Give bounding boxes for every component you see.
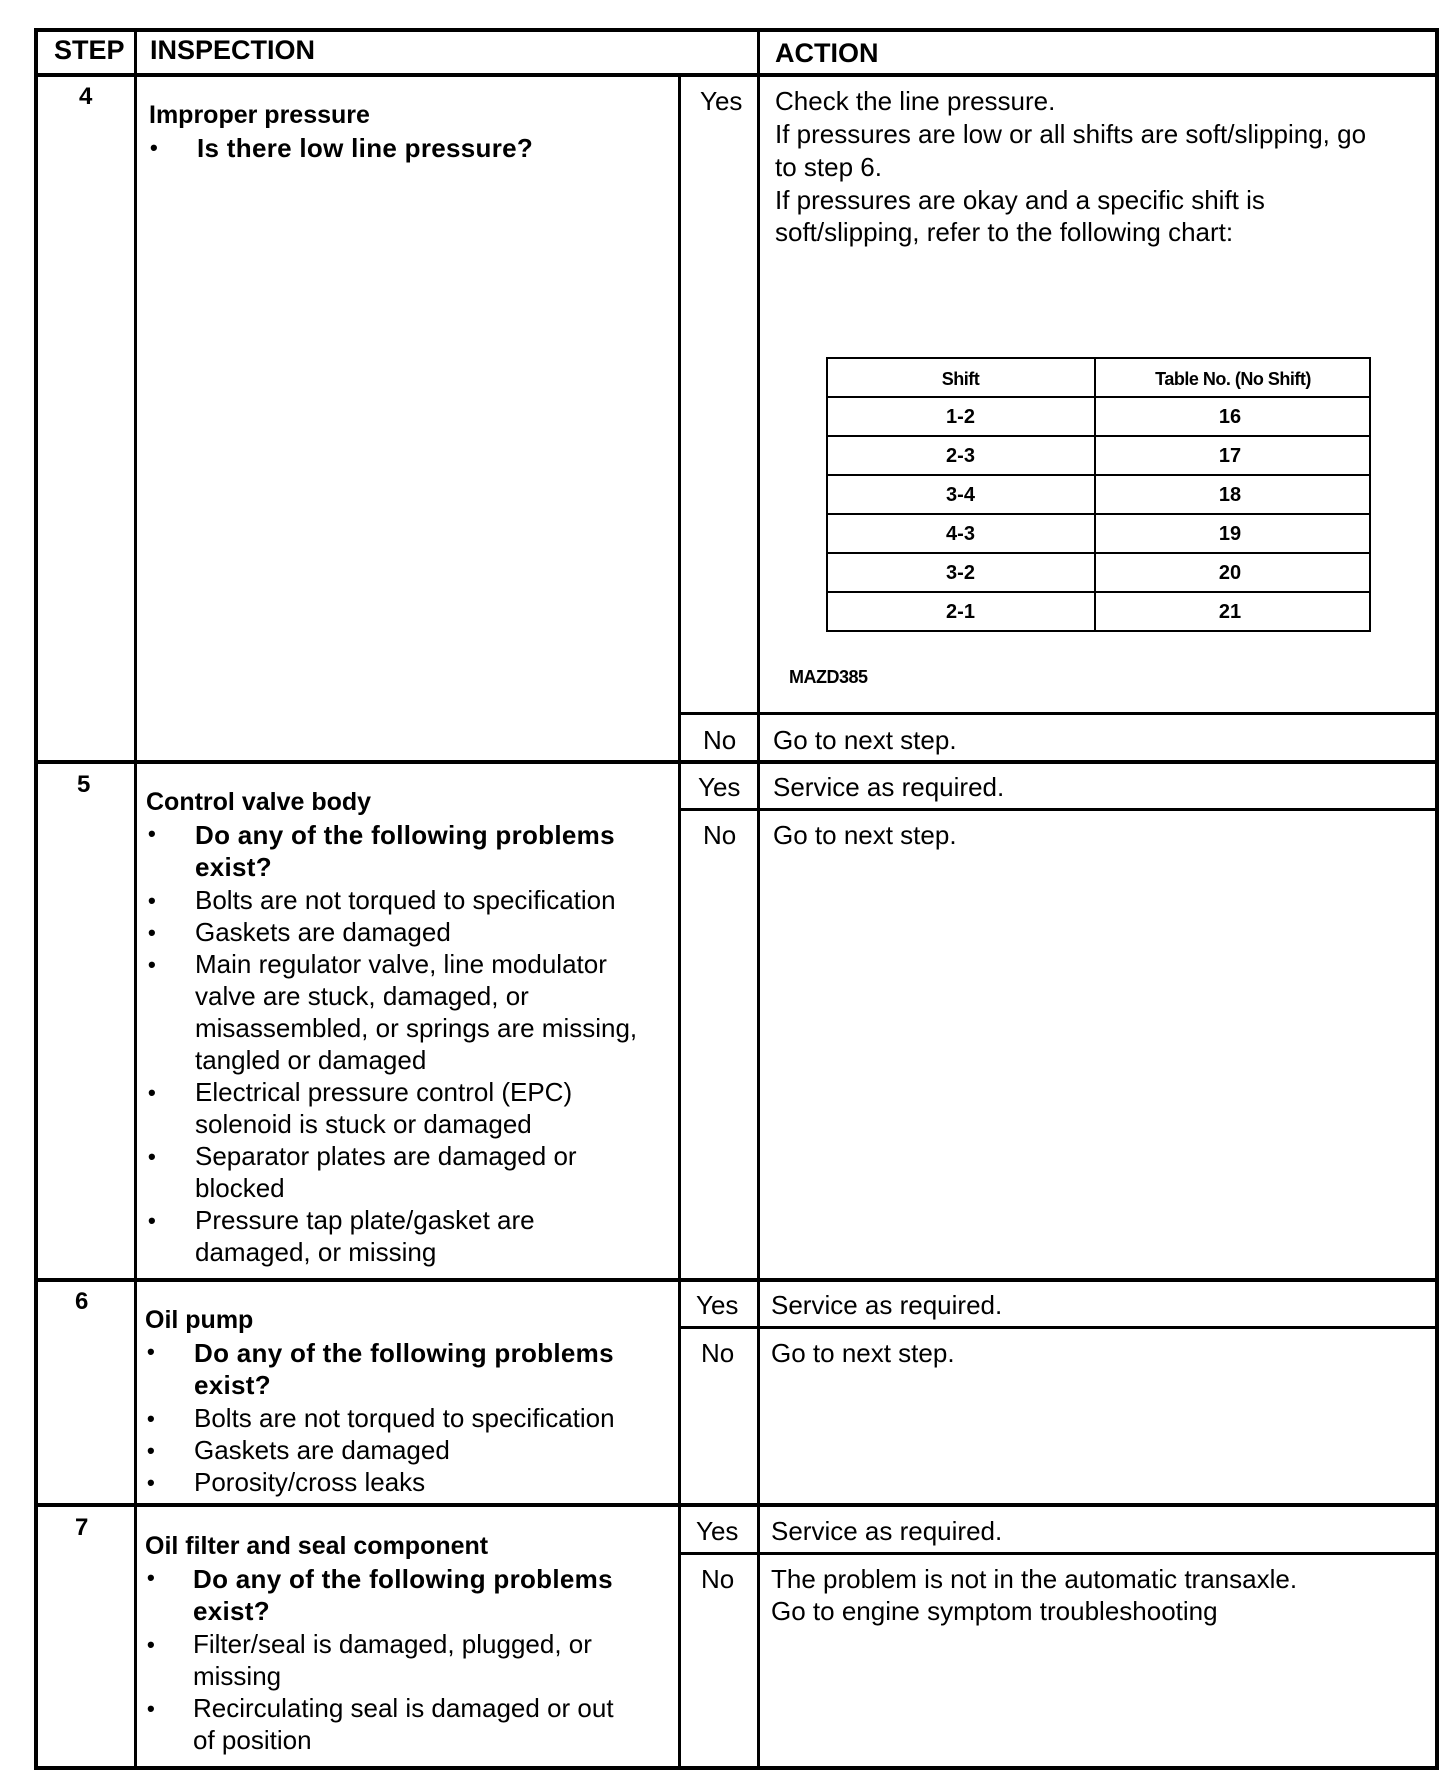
inspection-item: of position <box>193 1725 312 1755</box>
inspection-question: Is there low line pressure? <box>197 133 534 163</box>
inspection-title: Improper pressure <box>149 101 370 129</box>
inspection-title: Oil filter and seal component <box>145 1532 489 1560</box>
bullet: • <box>148 1208 156 1233</box>
inspection-item: missing <box>193 1661 282 1691</box>
no-label: No <box>701 1338 735 1368</box>
bullet: • <box>147 1339 155 1364</box>
inspection-item: Gaskets are damaged <box>194 1435 450 1465</box>
inspection-question: Do any of the following problems <box>194 1338 614 1368</box>
action-line: If pressures are okay and a specific shift is <box>775 185 1265 215</box>
no-action: Go to engine symptom troubleshooting <box>771 1596 1218 1626</box>
chart-cell-table: 18 <box>1218 484 1242 506</box>
step-number: 7 <box>75 1514 89 1541</box>
inspection-question: Do any of the following problems <box>195 820 615 850</box>
step-number: 6 <box>75 1288 89 1315</box>
chart-cell-shift: 2-3 <box>946 445 975 467</box>
bullet: • <box>148 920 156 945</box>
chart-cell-shift: 1-2 <box>946 406 975 428</box>
chart-cell-shift: 2-1 <box>946 601 975 623</box>
chart-cell-table: 21 <box>1218 601 1242 623</box>
inspection-item: Recirculating seal is damaged or out <box>193 1693 614 1723</box>
inspection-title: Control valve body <box>146 788 372 816</box>
yes-action: Service as required. <box>771 1516 1003 1546</box>
yes-label: Yes <box>698 772 741 802</box>
header-inspection: INSPECTION <box>150 35 316 65</box>
yes-label: Yes <box>696 1290 739 1320</box>
step-number: 4 <box>79 83 93 110</box>
chart-cell-table: 20 <box>1218 562 1242 584</box>
no-action: The problem is not in the automatic transaxle. <box>771 1564 1298 1594</box>
no-label: No <box>703 820 737 850</box>
action-line: soft/slipping, refer to the following chart: <box>775 217 1234 247</box>
inspection-item: Bolts are not torqued to specification <box>195 885 616 915</box>
yes-action: Service as required. <box>771 1290 1003 1320</box>
header-step: STEP <box>54 35 125 65</box>
bullet: • <box>148 1080 156 1105</box>
inspection-item: damaged, or missing <box>195 1237 437 1267</box>
inspection-item: Porosity/cross leaks <box>194 1467 426 1497</box>
no-label: No <box>703 725 737 755</box>
bullet: • <box>147 1406 155 1431</box>
bullet: • <box>150 135 158 160</box>
bullet: • <box>147 1470 155 1495</box>
inspection-item: tangled or damaged <box>195 1045 427 1075</box>
figure-id: MAZD385 <box>789 667 868 687</box>
chart-cell-shift: 3-2 <box>946 562 975 584</box>
chart-cell-table: 19 <box>1218 523 1242 545</box>
no-action: Go to next step. <box>773 820 957 850</box>
chart-cell-table: 16 <box>1218 406 1242 428</box>
inspection-item: Main regulator valve, line modulator <box>195 949 607 979</box>
no-action: Go to next step. <box>771 1338 955 1368</box>
bullet: • <box>148 821 156 846</box>
bullet: • <box>147 1438 155 1463</box>
inspection-item: Filter/seal is damaged, plugged, or <box>193 1629 592 1659</box>
bullet: • <box>148 952 156 977</box>
chart-header-table-no: Table No. (No Shift) <box>1155 369 1311 389</box>
action-line: If pressures are low or all shifts are soft/slipping, go <box>775 119 1367 149</box>
inspection-item: misassembled, or springs are missing, <box>195 1013 638 1043</box>
inspection-question: exist? <box>194 1370 271 1400</box>
action-line: Check the line pressure. <box>775 86 1056 116</box>
no-label: No <box>701 1564 735 1594</box>
inspection-question: exist? <box>195 852 272 882</box>
chart-cell-table: 17 <box>1218 445 1242 467</box>
inspection-question: exist? <box>193 1596 270 1626</box>
bullet: • <box>147 1632 155 1657</box>
inspection-item: Gaskets are damaged <box>195 917 451 947</box>
chart-header-shift: Shift <box>941 369 980 389</box>
yes-label: Yes <box>696 1516 739 1546</box>
chart-cell-shift: 3-4 <box>946 484 975 506</box>
bullet: • <box>148 888 156 913</box>
inspection-item: Pressure tap plate/gasket are <box>195 1205 535 1235</box>
inspection-item: Separator plates are damaged or <box>195 1141 577 1171</box>
bullet: • <box>147 1565 155 1590</box>
inspection-item: blocked <box>195 1173 285 1203</box>
inspection-item: Bolts are not torqued to specification <box>194 1403 615 1433</box>
yes-action: Service as required. <box>773 772 1005 802</box>
inspection-question: Do any of the following problems <box>193 1564 613 1594</box>
inspection-item: Electrical pressure control (EPC) <box>195 1077 573 1107</box>
bullet: • <box>147 1696 155 1721</box>
inspection-title: Oil pump <box>145 1306 254 1334</box>
action-line: to step 6. <box>775 152 882 182</box>
inspection-item: valve are stuck, damaged, or <box>195 981 529 1011</box>
inspection-item: solenoid is stuck or damaged <box>195 1109 532 1139</box>
no-action: Go to next step. <box>773 725 957 755</box>
yes-label: Yes <box>700 86 743 116</box>
bullet: • <box>148 1144 156 1169</box>
chart-cell-shift: 4-3 <box>946 523 975 545</box>
header-action: ACTION <box>775 38 879 68</box>
step-number: 5 <box>77 771 91 798</box>
